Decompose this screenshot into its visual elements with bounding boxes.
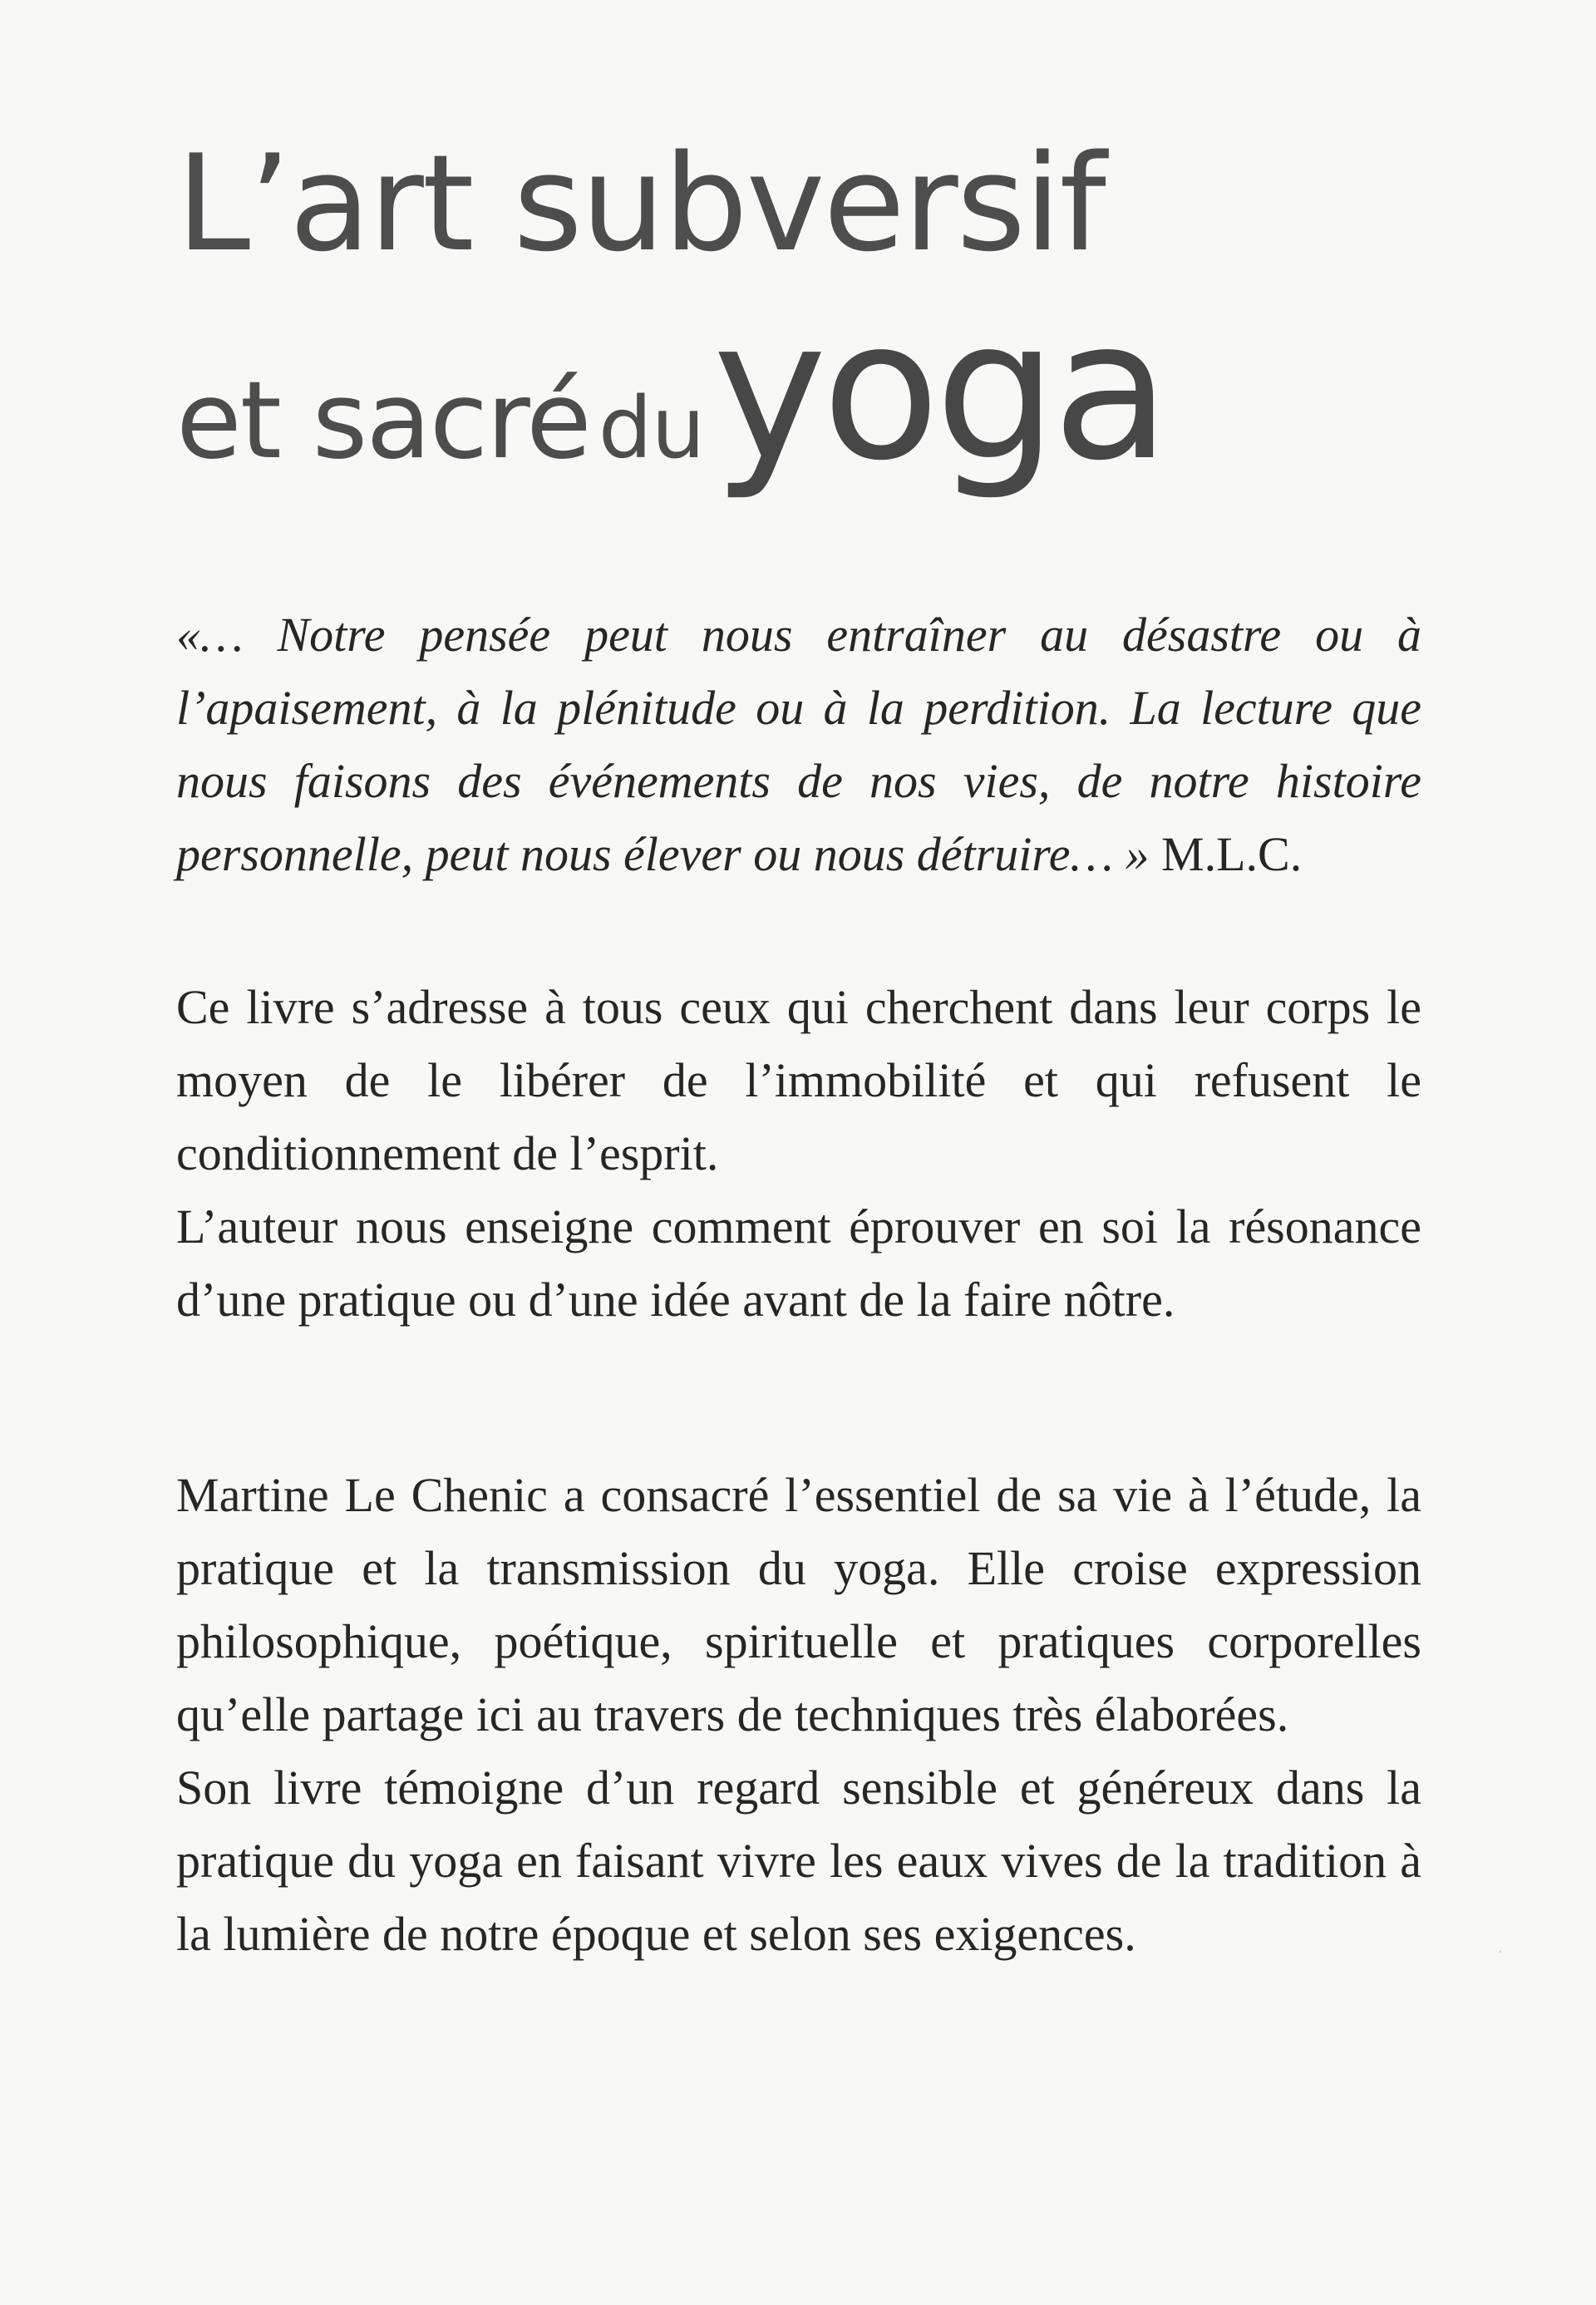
title-line-1: L’art subversif <box>176 126 1105 281</box>
epigraph-quote <box>176 598 1421 891</box>
paper-speck-decoration: · <box>1498 1943 1503 1961</box>
book-title <box>176 126 1506 531</box>
author-paragraph-2: Son livre témoigne d’un regard sensible et généreux dans la pratique du yoga en faisant vivre les eaux vives de la tradition à la lumière de notre époque et selon ses exigences. <box>176 1761 1421 1961</box>
quote-signature: M.L.C. <box>1161 827 1303 881</box>
title-line-2 <box>176 278 1506 531</box>
author-bio <box>176 1459 1421 1971</box>
quote-paragraph <box>176 598 1421 891</box>
title-word-et-sacre: et sacré <box>176 359 590 483</box>
description-paragraph-2: L’auteur nous enseigne comment éprouver en soi la résonance d’une pratique ou d’une idée avant de la faire nôtre. <box>176 1199 1421 1327</box>
title-word-du: du <box>598 379 705 478</box>
description-paragraph-1: Ce livre s’adresse à tous ceux qui cherchent dans leur corps le moyen de le libérer de l’immobilité et qui refusent le conditionnement de l’esprit. <box>176 980 1421 1180</box>
title-word-yoga: yoga <box>712 278 1166 503</box>
book-description <box>176 971 1421 1337</box>
author-paragraph-1: Martine Le Chenic a consacré l’essentiel de sa vie à l’étude, la pratique et la transmission du yoga. Elle croise expression philosophique, poétique, spirituelle et pratiques corporelles qu’elle partage ici au travers de techniques très élaborées. <box>176 1468 1421 1741</box>
quote-text: «… Notre pensée peut nous entraîner au désastre ou à l’apaisement, à la plénitude ou à la perdition. La lecture que nous faisons des événements de nos vies, de notre histoire personnelle, peut nous élever ou nous détruire… » <box>176 608 1421 881</box>
